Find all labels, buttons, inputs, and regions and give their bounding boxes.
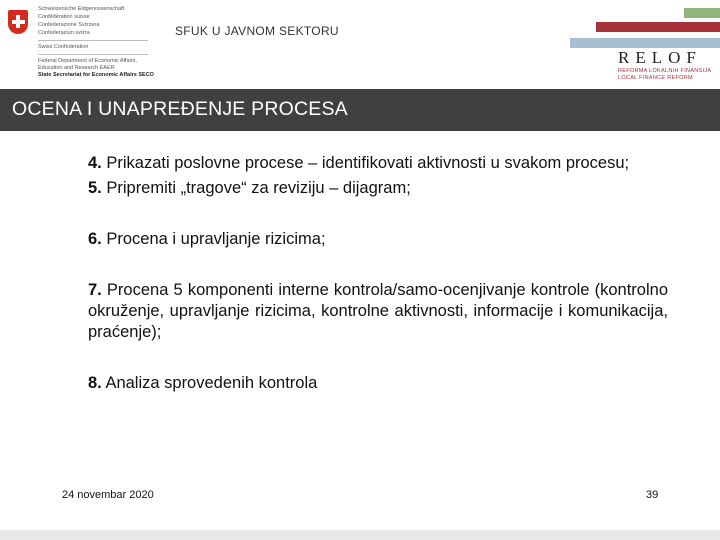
item-text: Prikazati poslovne procese – identifikovati aktivnosti u svakom procesu; bbox=[101, 154, 630, 172]
item-number: 8. bbox=[88, 374, 102, 392]
title-bar bbox=[0, 89, 720, 131]
swiss-text-line: Federal Department of Economic Affairs, bbox=[38, 58, 137, 64]
item-text: Analiza sprovedenih kontrola bbox=[101, 374, 318, 392]
swiss-flag-icon bbox=[8, 10, 28, 34]
list-item bbox=[88, 373, 668, 394]
header-title: SFUK U JAVNOM SEKTORU bbox=[175, 24, 339, 38]
reloff-logo bbox=[618, 48, 718, 82]
bottom-strip bbox=[0, 530, 720, 540]
item-number: 6. bbox=[88, 230, 102, 248]
item-number: 4. bbox=[88, 154, 102, 172]
swiss-text-line: Schweizerische Eidgenossenschaft bbox=[38, 6, 125, 12]
list-item bbox=[88, 229, 668, 250]
list-item bbox=[88, 178, 668, 199]
list-item bbox=[88, 280, 668, 343]
list-item bbox=[88, 153, 668, 174]
red-bar bbox=[596, 22, 720, 32]
blue-bar bbox=[570, 38, 720, 48]
swiss-text-line: Swiss Confederation bbox=[38, 44, 89, 50]
swiss-text-line: State Secretariat for Economic Affairs SECO bbox=[38, 72, 154, 78]
divider bbox=[38, 40, 148, 41]
swiss-text-line: Confederazione Svizzera bbox=[38, 22, 100, 28]
footer-date: 24 novembar 2020 bbox=[62, 489, 154, 501]
item-text: Pripremiti „tragove“ za reviziju – dijagram; bbox=[101, 179, 411, 197]
item-number: 5. bbox=[88, 179, 102, 197]
swiss-text-line: Education and Research EAER bbox=[38, 65, 115, 71]
swiss-text-line: Confederaziun svizra bbox=[38, 30, 90, 36]
reloff-subtitle: REFORMA LOKALNIH FINANSIJA bbox=[618, 68, 712, 74]
reloff-name: RELOF bbox=[618, 48, 702, 67]
item-number: 7. bbox=[88, 281, 102, 299]
divider bbox=[38, 54, 148, 55]
reloff-color-bars bbox=[560, 6, 720, 50]
item-text: Procena 5 komponenti interne kontrola/samo-ocenjivanje kontrole (kontrolno okruženje, upravljanje rizicima, kontrolne aktivnosti, informacije i komunikacija, praćenje); bbox=[88, 281, 668, 341]
reloff-subtitle: LOCAL FINANCE REFORM bbox=[618, 75, 693, 81]
item-text: Procena i upravljanje rizicima; bbox=[101, 230, 326, 248]
swiss-confederation-logo bbox=[4, 4, 164, 84]
slide-content bbox=[88, 153, 668, 394]
page-number: 39 bbox=[646, 489, 659, 501]
slide-title: OCENA I UNAPREĐENJE PROCESA bbox=[12, 98, 348, 120]
green-bar bbox=[684, 8, 720, 18]
swiss-text-line: Confédération suisse bbox=[38, 14, 90, 20]
